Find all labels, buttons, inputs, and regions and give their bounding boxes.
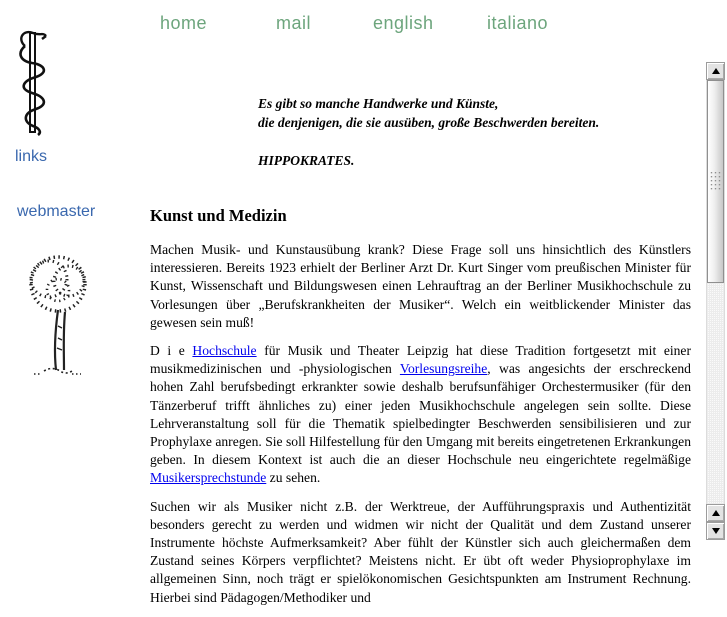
paragraph-3: Suchen wir als Musiker nicht z.B. der Werktreue, der Aufführungspraxis und Authentizität besonders gerecht zu werden und widmen wir nicht der Qualität und dem Zustand unserer Instrumente höchste Aufmerksamkeit? Aber fühlt der Künstler sich auch gleichermaßen dem Zustand seines Körpers verpflichtet? Meistens nicht. Er übt oft weder Physioprophylaxe im allgemeinen Sinn, noch trägt er spielökonomischen Gesichtspunkten am Instrument Rechnung. Hierbei sind Pädagogen/Methodiker und: [150, 498, 691, 605]
nav-link-italiano[interactable]: italiano: [487, 13, 549, 33]
link-hochschule[interactable]: Hochschule: [192, 343, 257, 359]
vertical-scrollbar[interactable]: [706, 62, 725, 540]
paragraph-2: [150, 342, 691, 488]
rod-of-asclepius-icon: [13, 26, 53, 143]
down-arrow-icon: [712, 528, 720, 534]
tree-sketch-icon: [20, 250, 95, 383]
nav-link-english[interactable]: english: [373, 13, 434, 33]
paragraph-1: Machen Musik- und Kunstausübung krank? Diese Frage soll uns hinsichtlich des Künstlers interessieren. Bereits 1923 erhielt der Berliner Arzt Dr. Kurt Singer vom preußischen Minister für Kunst, Wissenschaft und Bildungswesen einen Lehrauftrag an der Berliner Musikhochschule zu Vorlesungen über „Berufskrankheiten der Musiker“. Welch ein weitblickender Minister das gewesen sein muß!: [150, 242, 691, 330]
scroll-down-button[interactable]: [706, 522, 725, 540]
up-arrow-icon: [712, 68, 720, 74]
nav-link-home[interactable]: home: [160, 13, 208, 33]
quote-line-1: Es gibt so manche Handwerke und Künste,: [258, 96, 499, 111]
up-arrow-icon: [712, 510, 720, 516]
article: [150, 206, 691, 617]
quote-attribution: HIPPOKRATES.: [258, 153, 355, 168]
scrollbar-thumb[interactable]: [707, 80, 724, 283]
scroll-up-button-bottom[interactable]: [706, 504, 725, 522]
nav-link-mail[interactable]: mail: [276, 13, 312, 33]
hippokrates-quote: [258, 94, 683, 170]
scroll-up-button[interactable]: [706, 62, 725, 80]
paragraph-2-text: D i e: [150, 343, 193, 359]
quote-line-2: die denjenigen, die sie ausüben, große Beschwerden bereiten.: [258, 115, 600, 130]
paragraph-2-text: zu sehen.: [266, 470, 321, 486]
link-musikersprechstunde[interactable]: Musikersprechstunde: [150, 470, 267, 486]
scrollbar-track[interactable]: [706, 80, 725, 504]
sidebar-link-webmaster[interactable]: webmaster: [17, 203, 96, 220]
link-vorlesungsreihe[interactable]: Vorlesungsreihe: [399, 361, 488, 377]
thumb-grip-icon: [709, 170, 722, 194]
page-title: Kunst und Medizin: [150, 206, 287, 225]
sidebar-link-links[interactable]: links: [15, 148, 48, 165]
paragraph-2-text: , was angesichts der erschreckend hohen Zahl berufsbedingt erkrankter sowie deshalb berufsunfähiger Orchestermusiker (für den Tänzerberuf trifft ähnliches zu) einer jeden Musikhochschule angelegen sein sollte. Diese Lehrveranstaltung soll für die Thematik spielbedingter Beschwerden sensibilisieren und zur Prophylaxe anregen. Sie soll Hilfestellung für den Umgang mit bereits eingetretenen Erkrankungen geben. In diesem Kontext ist auch die an dieser Hochschule neu eingerichtete regelmäßige: [150, 361, 691, 468]
paragraph-2-text: für Musik und Theater Leipzig hat diese Tradition fortgesetzt mit einer musikmedizinischen und -physiologischen: [150, 343, 691, 377]
